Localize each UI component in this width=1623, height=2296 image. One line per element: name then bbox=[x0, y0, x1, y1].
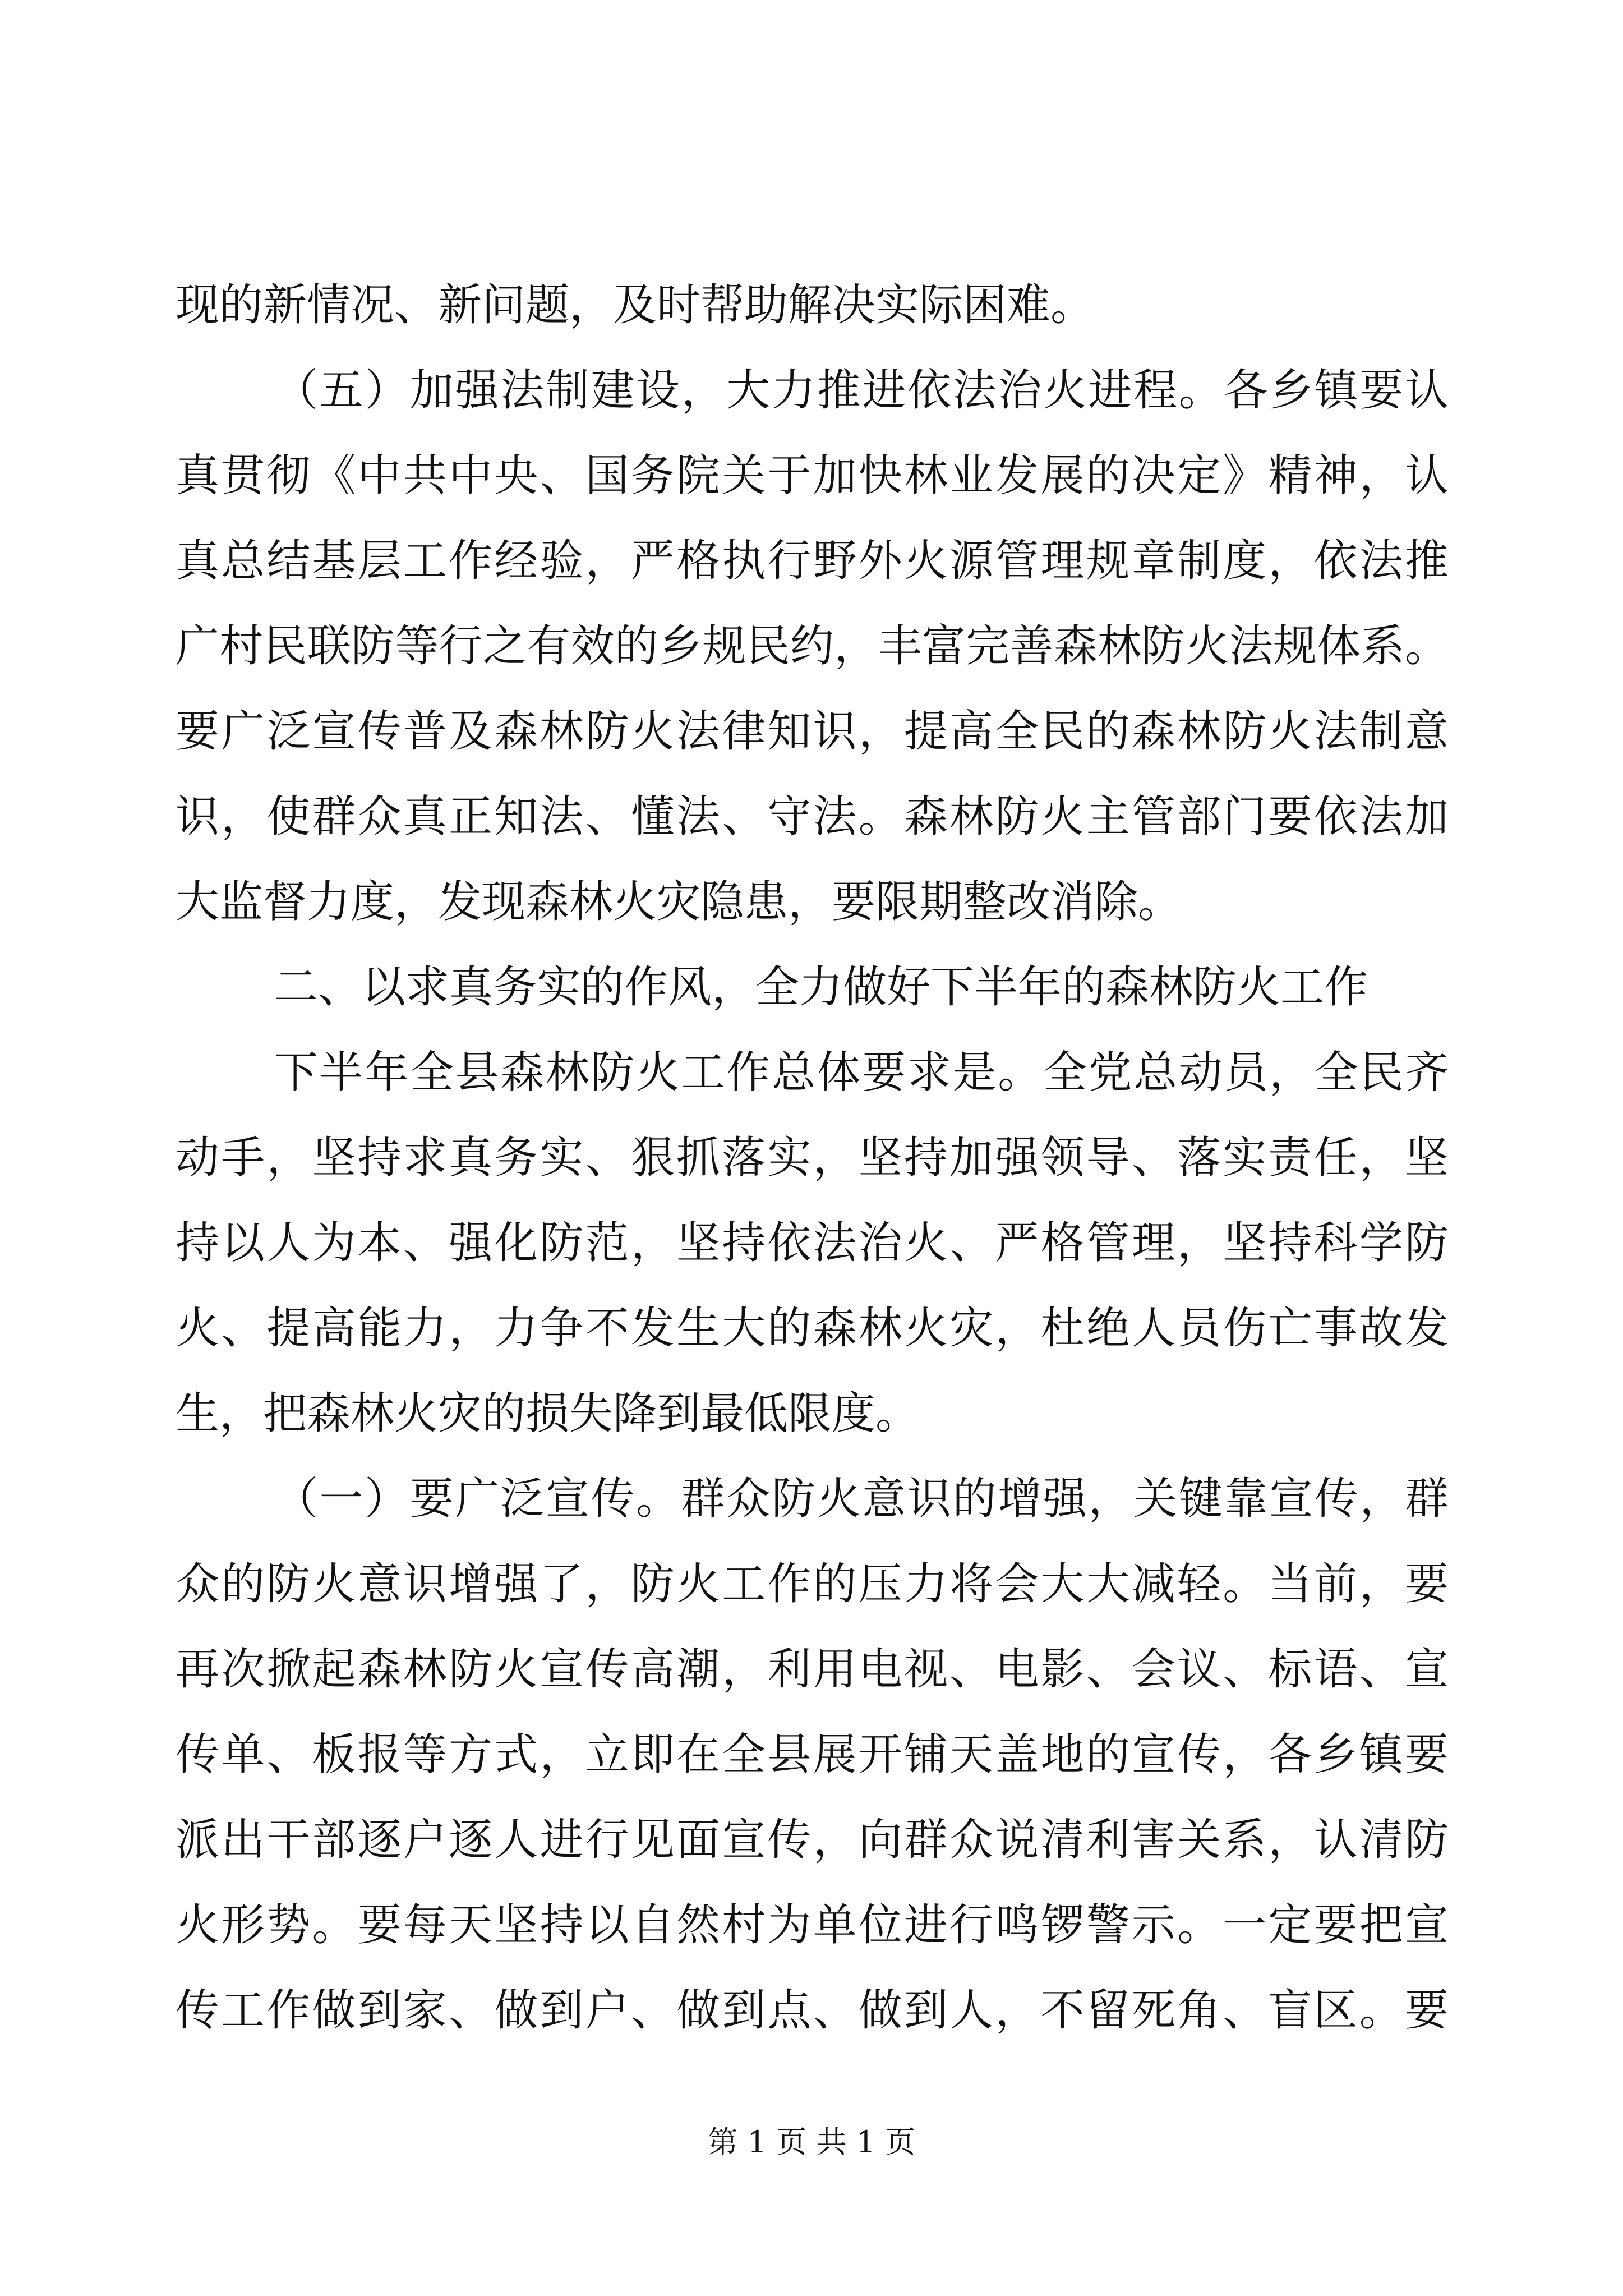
text-line-12: 持以人为本、强化防范，坚持依法治火、严格管理，坚持科学防 bbox=[176, 1218, 1449, 1268]
text-line-15: （一）要广泛宣传。群众防火意识的增强，关键靠宣传，群 bbox=[274, 1474, 1449, 1524]
section-heading-2: 二、以求真务实的作风，全力做好下半年的森林防火工作 bbox=[274, 962, 1368, 1013]
page-footer: 第 1 页 共 1 页 bbox=[707, 2124, 916, 2160]
text-line-4: 真总结基层工作经验，严格执行野外火源管理规章制度，依法推 bbox=[176, 536, 1449, 586]
text-line-3: 真贯彻《中共中央、国务院关于加快林业发展的决定》精神，认 bbox=[176, 450, 1449, 501]
text-line-11: 动手，坚持求真务实、狠抓落实，坚持加强领导、落实责任，坚 bbox=[176, 1133, 1449, 1183]
text-line-16: 众的防火意识增强了，防火工作的压力将会大大减轻。当前，要 bbox=[176, 1559, 1449, 1609]
text-line-8: 大监督力度，发现森林火灾隐患，要限期整改消除。 bbox=[176, 877, 1182, 927]
text-line-6: 要广泛宣传普及森林防火法律知识，提高全民的森林防火法制意 bbox=[176, 706, 1449, 757]
text-line-10: 下半年全县森林防火工作总体要求是。全党总动员，全民齐 bbox=[274, 1047, 1449, 1098]
text-line-21: 传工作做到家、做到户、做到点、做到人，不留死角、盲区。要 bbox=[176, 1985, 1449, 2036]
text-line-19: 派出干部逐户逐人进行见面宣传，向群众说清利害关系，认清防 bbox=[176, 1815, 1449, 1865]
text-line-5: 广村民联防等行之有效的乡规民约，丰富完善森林防火法规体系。 bbox=[176, 621, 1449, 671]
text-line-17: 再次掀起森林防火宣传高潮，利用电视、电影、会议、标语、宣 bbox=[176, 1644, 1449, 1695]
text-line-20: 火形势。要每天坚持以自然村为单位进行鸣锣警示。一定要把宣 bbox=[176, 1900, 1449, 1950]
text-line-18: 传单、板报等方式，立即在全县展开铺天盖地的宣传，各乡镇要 bbox=[176, 1729, 1449, 1780]
text-line-1: 现的新情况、新问题，及时帮助解决实际困难。 bbox=[176, 280, 1095, 330]
text-line-2: （五）加强法制建设，大力推进依法治火进程。各乡镇要认 bbox=[274, 365, 1449, 416]
text-line-14: 生，把森林火灾的损失降到最低限度。 bbox=[176, 1388, 920, 1439]
text-line-13: 火、提高能力，力争不发生大的森林火灾，杜绝人员伤亡事故发 bbox=[176, 1303, 1449, 1354]
document-body bbox=[176, 263, 1449, 2053]
text-line-7: 识，使群众真正知法、懂法、守法。森林防火主管部门要依法加 bbox=[176, 792, 1449, 842]
